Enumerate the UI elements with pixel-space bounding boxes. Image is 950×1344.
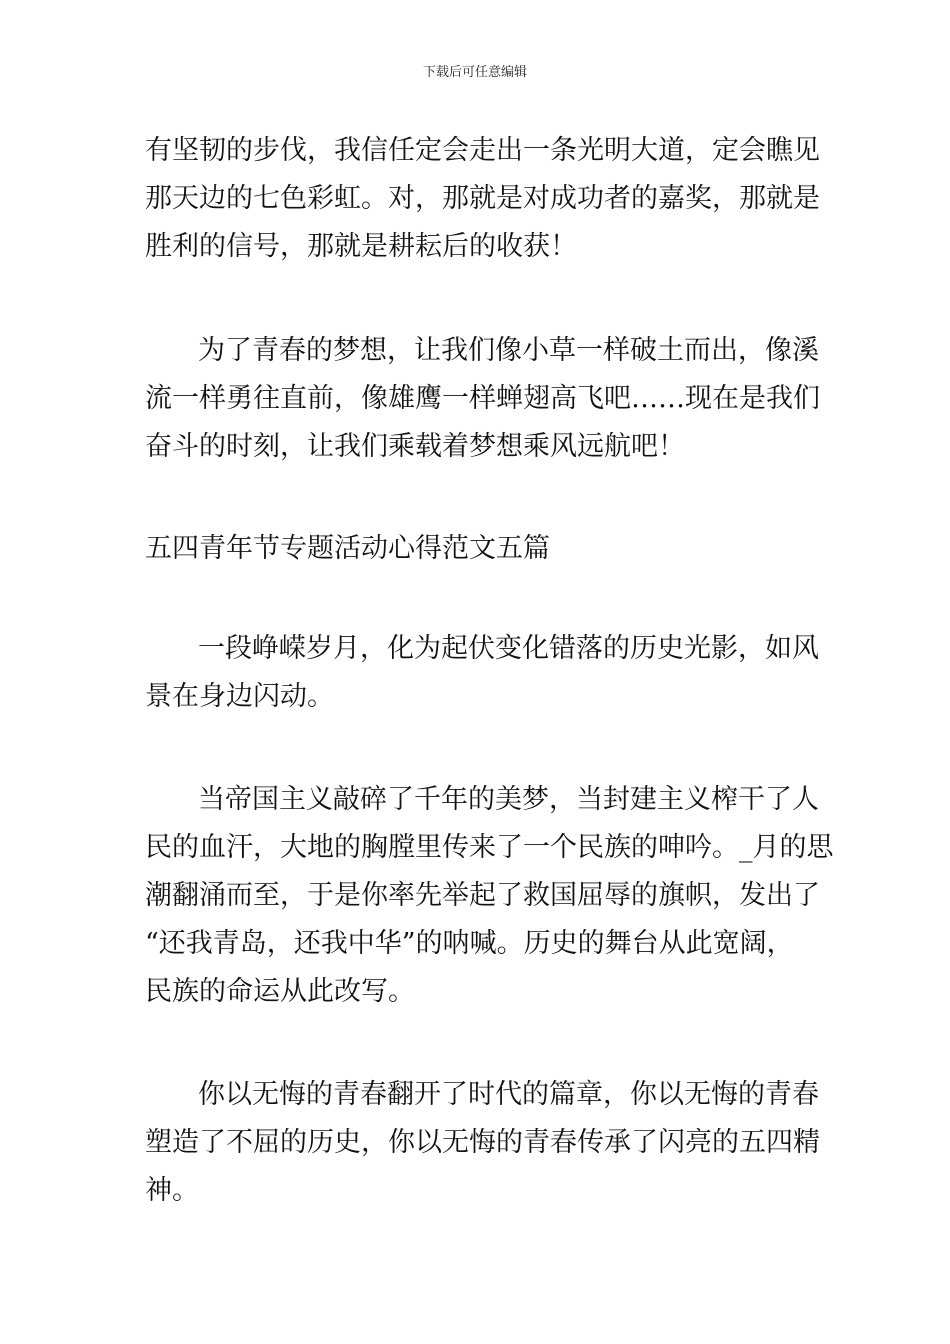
paragraph-4-line-5: 民族的命运从此改写。 [145, 976, 415, 1007]
paragraph-5-line-2: 塑造了不屈的历史，你以无悔的青春传承了闪亮的五四精 [145, 1127, 820, 1158]
paragraph-4-line-2: 民的血汗，大地的胸膛里传来了一个民族的呻吟。_月的思 [145, 832, 834, 863]
paragraph-4-line-1: 当帝国主义敲碎了千年的美梦，当封建主义榨干了人 [198, 784, 819, 815]
paragraph-1-line-3: 胜利的信号，那就是耕耘后的收获！ [145, 231, 577, 262]
paragraph-2-line-3: 奋斗的时刻，让我们乘载着梦想乘风远航吧！ [145, 431, 685, 462]
paragraph-4-line-4: “还我青岛，还我中华”的呐喊。历史的舞台从此宽阔， [145, 928, 794, 959]
section-heading: 五四青年节专题活动心得范文五篇 [145, 533, 550, 564]
paragraph-5-line-1: 你以无悔的青春翻开了时代的篇章，你以无悔的青春 [198, 1079, 819, 1110]
paragraph-5-line-3: 神。 [145, 1175, 199, 1206]
paragraph-1-line-1: 有坚韧的步伐，我信任定会走出一条光明大道，定会瞧见 [145, 135, 820, 166]
paragraph-3-line-1: 一段峥嵘岁月，化为起伏变化错落的历史光影，如风 [198, 633, 819, 664]
paragraph-4-line-3: 潮翻涌而至，于是你率先举起了救国屈辱的旗帜，发出了 [145, 880, 820, 911]
paragraph-2-line-2: 流一样勇往直前，像雄鹰一样蝉翅高飞吧……现在是我们 [145, 383, 820, 414]
paragraph-2-line-1: 为了青春的梦想，让我们像小草一样破土而出，像溪 [198, 335, 819, 366]
paragraph-3-line-2: 景在身边闪动。 [145, 681, 334, 712]
paragraph-1-line-2: 那天边的七色彩虹。对，那就是对成功者的嘉奖，那就是 [145, 183, 820, 214]
page-header-note: 下载后可任意编辑 [422, 65, 527, 80]
